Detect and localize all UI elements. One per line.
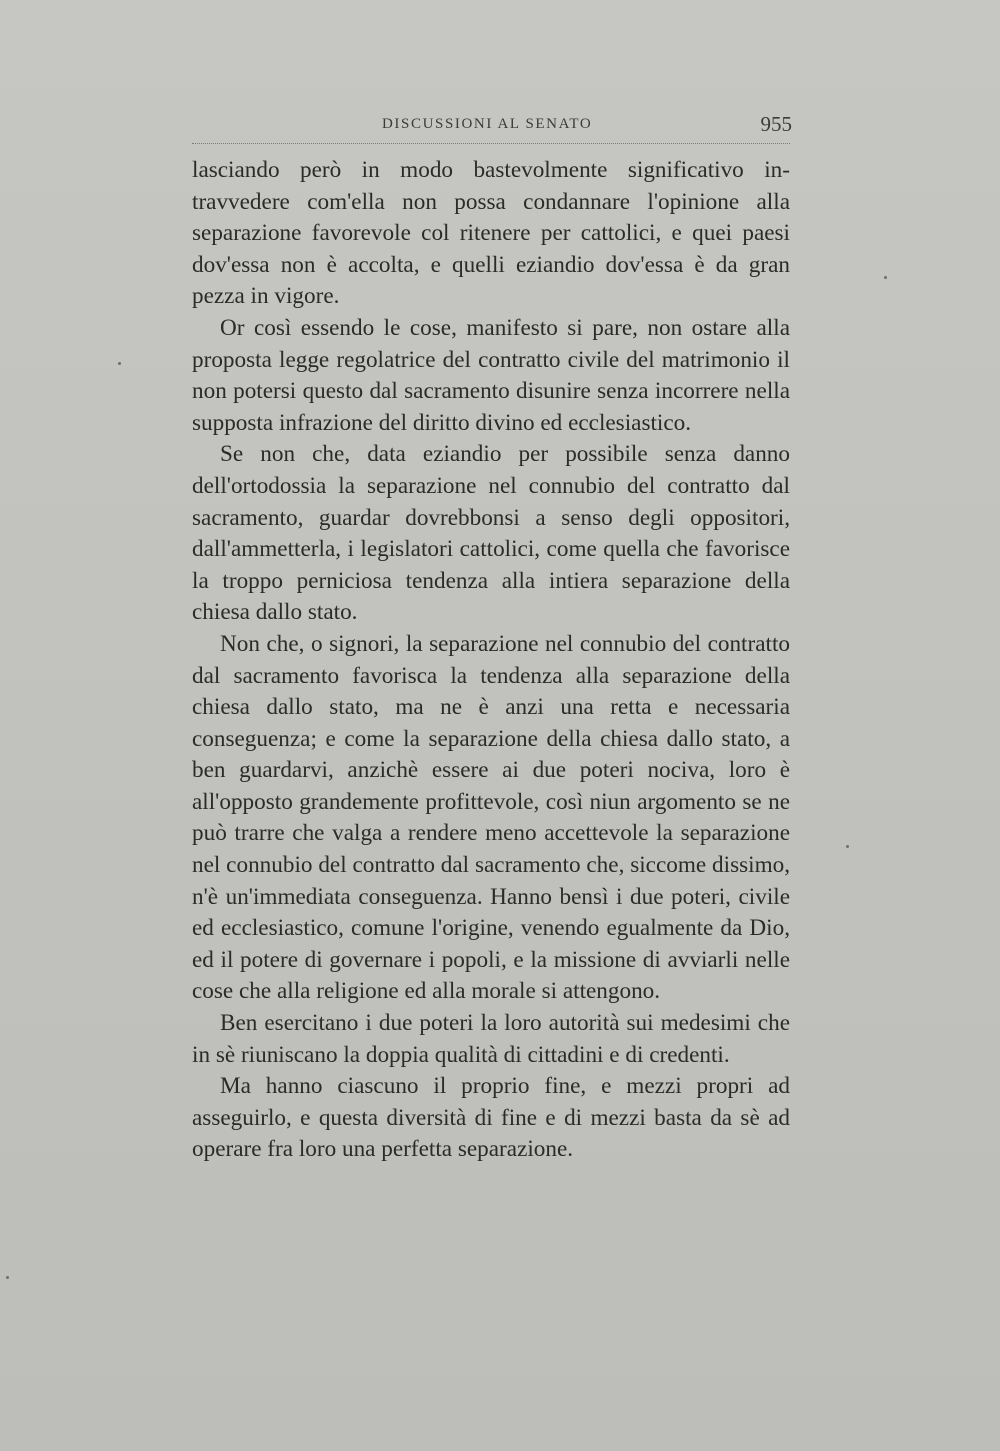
running-title: DISCUSSIONI AL SENATO <box>382 116 593 132</box>
running-head <box>192 112 792 140</box>
paper-speck <box>846 845 849 848</box>
header-rule <box>192 143 790 144</box>
paragraph-6: Ma hanno ciascuno il proprio fine, e mezzi propri ad asseguirlo, e questa diversità di fine e di mezzi basta da sè ad operare fra loro una perfetta separazione. <box>192 1073 790 1163</box>
paper-speck <box>884 276 887 279</box>
paragraph-4: Non che, o signori, la separazione nel connubio del contratto dal sacramento favorisca la tendenza alla separazione della chiesa dallo stato, ma ne è anzi una retta e necessaria conseguenza; e come la separazione della chiesa dallo stato, a ben guardarvi, anzichè essere ai due poteri nociva, loro è all'opposto grandemente profittevole, così niun argomento se ne può trarre che valga a rendere meno accettevole la separazione nel connubio del contratto dal sacramento che, siccome dissimo, n'è un'immediata conseguenza. Hanno bensì i due poteri, civile ed ecclesiastico, comune l'origine, venendo egualmente da Dio, ed il potere di governare i popoli, e la missione di avviarli nelle cose che alla religione ed alla morale si attengono. <box>192 630 790 1005</box>
paragraph-3: Se non che, data eziandio per possibile senza danno dell'ortodossia la separazione nel connubio del contratto dal sacramento, guardar dovrebbonsi a senso degli oppositori, dall'ammetterla, i legislatori cattolici, come quella che favorisce la troppo perniciosa tendenza alla intiera separazione della chiesa dallo stato. <box>192 441 790 626</box>
paragraph-5: Ben esercitano i due poteri la loro autorità sui medesimi che in sè riuniscano la doppia qualità di cittadini e di credenti. <box>192 1010 790 1068</box>
paragraph-2: Or così essendo le cose, manifesto si pare, non ostare alla proposta legge regolatrice del contratto civile del matrimonio il non potersi questo dal sacramento disunire senza incorrere nella supposta infrazione del diritto divino ed ecclesiastico. <box>192 314 790 436</box>
paper-speck <box>118 362 121 365</box>
paper-speck <box>6 1276 9 1279</box>
paragraph-1: lasciando però in modo bastevolmente significativo intravvedere com'ella non possa condannare l'opinione alla separazione favorevole col ritenere per cattolici, e quei paesi dov'essa non è accolta, e quelli eziandio dov'essa è da gran pezza in vigore. <box>192 157 790 310</box>
body-text <box>192 155 790 1166</box>
page-number: 955 <box>760 112 792 136</box>
